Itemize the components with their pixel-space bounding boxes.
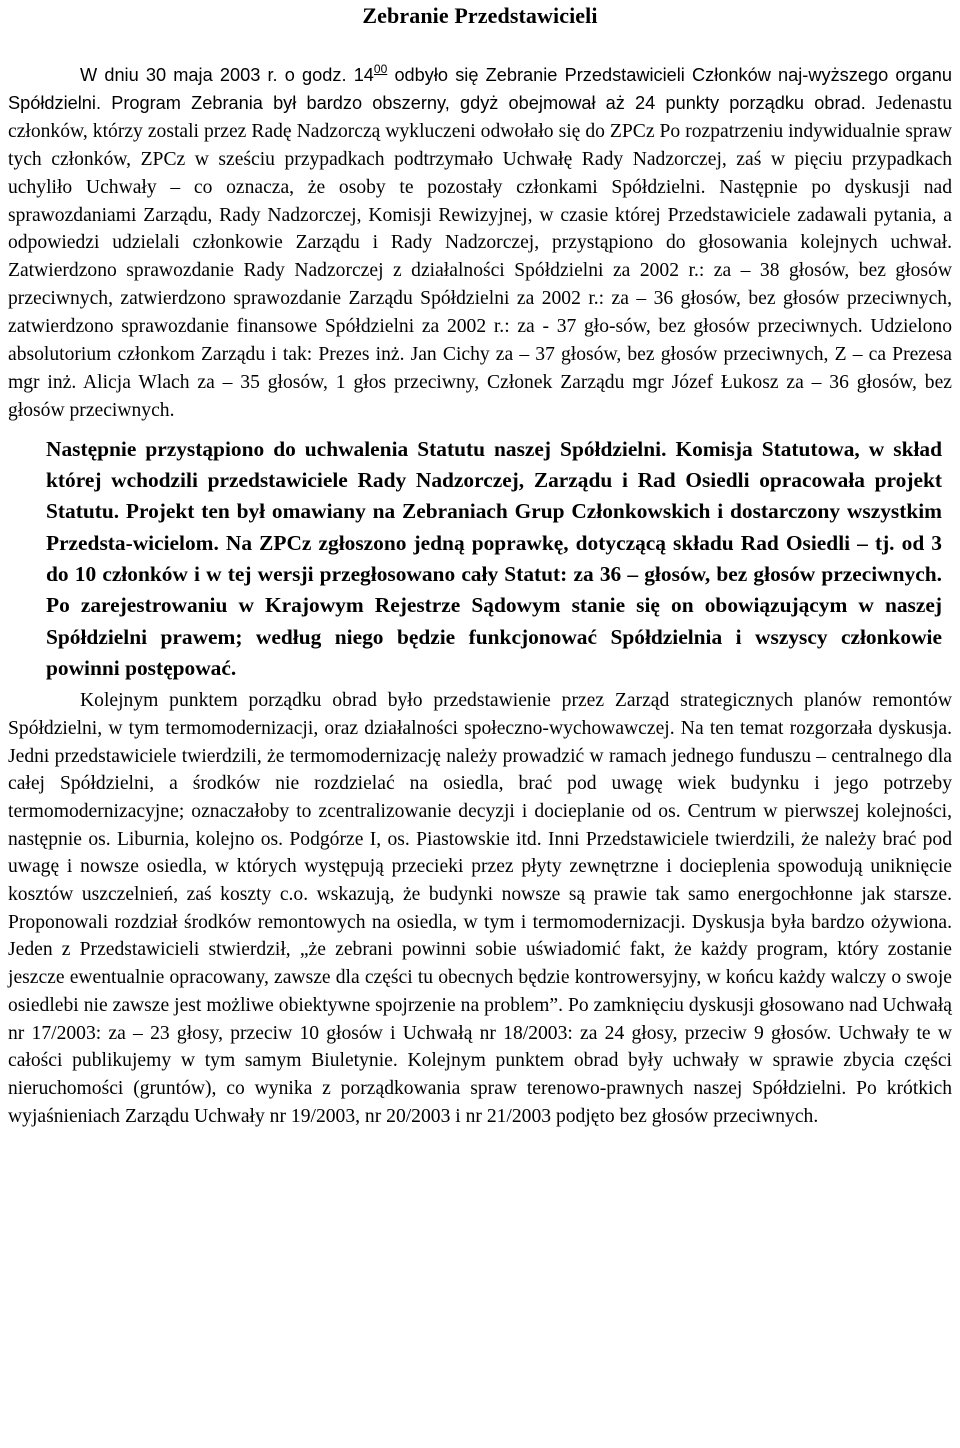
paragraph-intro bbox=[8, 62, 952, 113]
paragraph-statute-bold: Następnie przystąpiono do uchwalenia Statutu naszej Spółdzielni. Komisja Statutowa, w skład której wchodzili przedstawiciele Rady Nadzorczej, Zarządu i Rad Osiedli opracowała projekt Statutu. Projekt ten był omawiany na Zebraniach Grup Członkowskich i dostarczony wszystkim Przedsta-wicielom. Na ZPCz zgłoszono jedną poprawkę, dotyczącą składu Rad Osiedli – tj. od 3 do 10 członków i w tej wersji przegłosowano cały Statut: za 36 – głosów, bez głosów przeciwnych. Po zarejestrowaniu w Krajowym Rejestrze Sądowym stanie się on obowiązującym w naszej Spółdzielni prawem; według niego będzie funkcjonować Spółdzielnia i wszyscy członkowie powinni postępować. bbox=[46, 436, 942, 680]
intro-text: W dniu 30 maja 2003 r. o godz. 14 bbox=[80, 65, 374, 85]
paragraph-body: Jedenastu członków, którzy zostali przez Radę Nadzorczą wykluczeni odwołało się do ZPCz Po rozpatrzeniu indywidualnie spraw tych członków, ZPCz w sześciu przypadkach podtrzymało Uchwałę Rady Nadzorczej, zaś w pięciu przypadkach uchyliło Uchwały – co oznacza, że osoby te pozostały członkami Spółdzielni. Następnie po dyskusji nad sprawozdaniami Zarządu, Rady Nadzorczej, Komisji Rewizyjnej, w czasie której Przedstawiciele zadawali pytania, a odpowiedzi udzielali członkowie Zarządu i Rady Nadzorczej, przystąpiono do głosowania kolejnych uchwał. Zatwierdzono sprawozdanie Rady Nadzorczej z działalności Spółdzielni za 2002 r.: za – 38 głosów, bez głosów przeciwnych, zatwierdzono sprawozdanie Zarządu Spółdzielni za 2002 r.: za – 36 głosów, bez głosów przeciwnych, zatwierdzono sprawozdanie finansowe Spółdzielni za 2002 r.: za - 37 gło-sów, bez głosów przeciwnych. Udzielono absolutorium członkom Zarządu i tak: Prezes inż. Jan Cichy za – 37 głosów, bez głosów przeciwnych, Z – ca Prezesa mgr inż. Alicja Wlach za – 35 głosów, 1 głos przeciwny, Członek Zarządu mgr Józef Łukosz za – 36 głosów, bez głosów przeciwnych. bbox=[8, 92, 952, 421]
intro-rest: odbyło się Zebranie Przedstawicieli Członków naj-wyższego organu Spółdzielni. Program Zebrania był bardzo obszerny, gdyż obejmował aż 24 punkty porządku obrad. bbox=[8, 65, 952, 113]
document-title: Zebranie Przedstawicieli bbox=[362, 3, 598, 28]
time-superscript: 00 bbox=[373, 62, 388, 76]
paragraph-renovation-plans: Kolejnym punktem porządku obrad było przedstawienie przez Zarząd strategicznych planów remontów Spółdzielni, w tym termomodernizacji, oraz działalności społeczno-wychowawczej. Na ten temat rozgorzała dyskusja. Jedni przedstawiciele twierdzili, że termomodernizację należy prowadzić w ramach jednego funduszu – centralnego dla całej Spółdzielni, a środków nie rozdzielać na osiedla, brać pod uwagę wiek budynku i jego potrzeby termomodernizacyjne; oznaczałoby to zcentralizowanie decyzji i docieplanie od os. Centrum w pierwszej kolejności, następnie os. Liburnia, kolejno os. Podgórze I, os. Piastowskie itd. Inni Przedstawiciele twierdzili, że należy brać pod uwagę i nowsze osiedla, w których występują przecieki przez płyty zewnętrzne i docieplenia spowodują uniknięcie kosztów uszczelnień, zaś koszty c.o. wskazują, że budynki nowsze są prawie tak samo energochłonne jak starsze. Proponowali rozdział środków remontowych na osiedla, w tym i termomodernizacji. Dyskusja była bardzo ożywiona. Jeden z Przedstawicieli stwierdził, „że zebrani powinni sobie uświadomić fakt, że każdy program, który zostanie jeszcze ewentualnie opracowany, zawsze dla części tu obecnych będzie kontrowersyjny, w końcu każdy walczy o swoje osiedlebi nie zawsze jest możliwe obiektywne spojrzenie na problem”. Po zamknięciu dyskusji głosowano nad Uchwałą nr 17/2003: za – 23 głosy, przeciw 10 głosów i Uchwałą nr 18/2003: za 24 głosy, przeciw 9 głosów. Uchwały te w całości publikujemy w tym samym Biuletynie. Kolejnym punktem obrad były uchwały w sprawie zbycia części nieruchomości (gruntów), co wynika z porządkowania spraw terenowo-prawnych naszej Spółdzielni. Po krótkich wyjaśnieniach Zarządu Uchwały nr 19/2003, nr 20/2003 i nr 21/2003 podjęto bez głosów przeciwnych. bbox=[8, 690, 952, 1127]
paragraph-meeting-summary bbox=[8, 62, 952, 425]
